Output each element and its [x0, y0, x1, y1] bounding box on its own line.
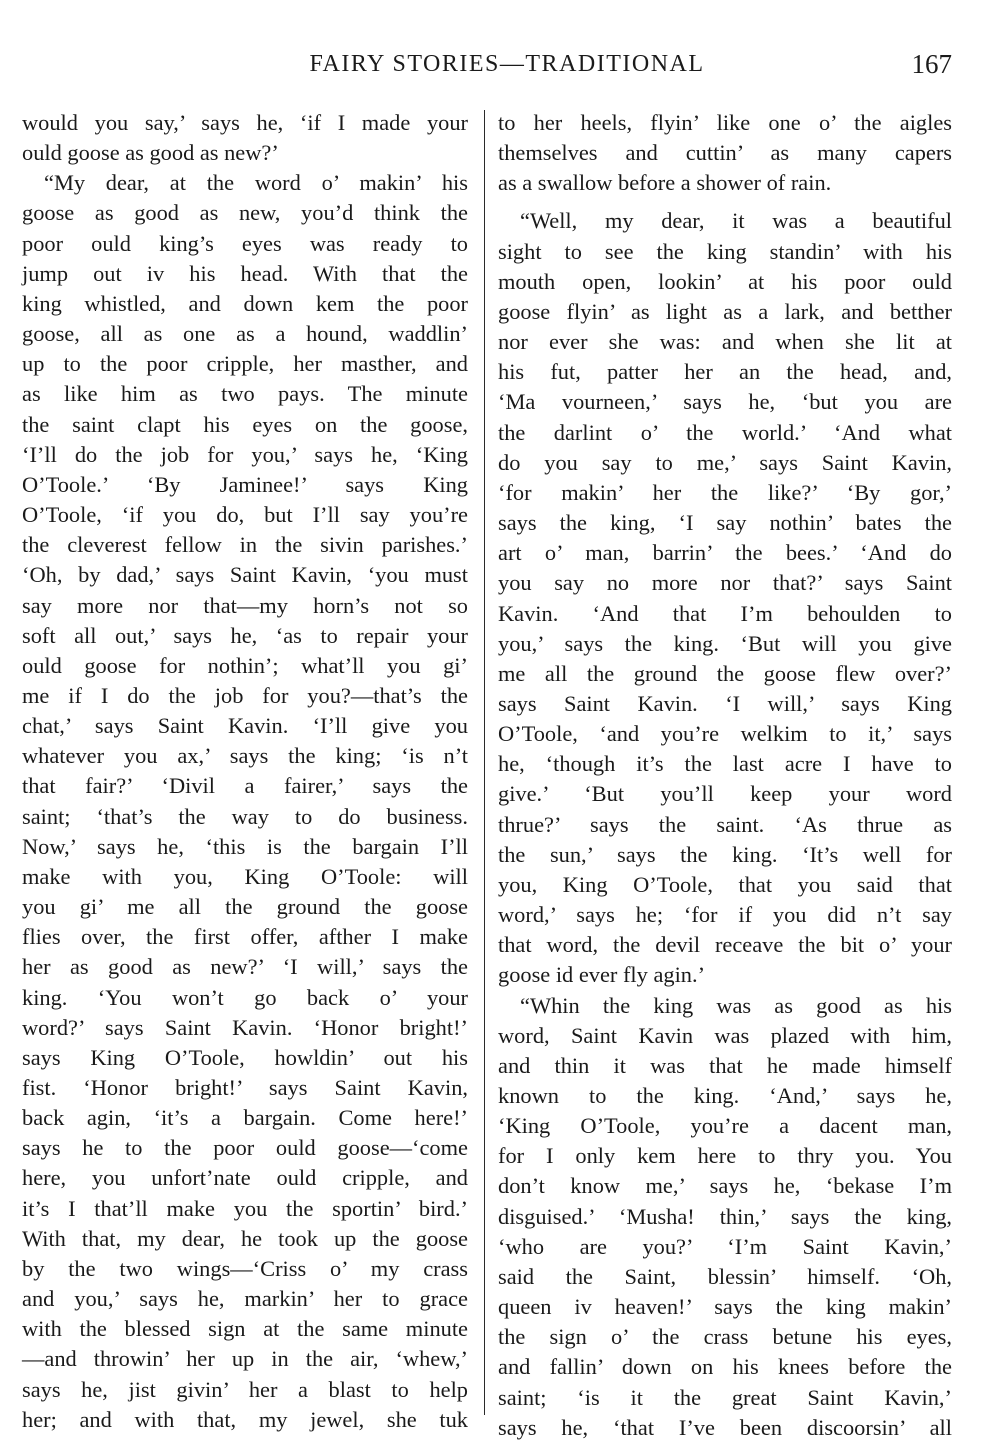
text-line: ould goose for nothin’; what’ll you gi’ [22, 652, 468, 678]
text-line: ‘for makin’ her the like?’ ‘By gor,’ [498, 479, 952, 505]
text-line: me if I do the job for you?—that’s the [22, 682, 468, 708]
text-line: make with you, King O’Toole: will [22, 863, 468, 889]
text-line: whatever you ax,’ says the king; ‘is n’t [22, 743, 468, 769]
text-line: With that, my dear, he took up the goose [22, 1225, 468, 1251]
text-line: goose as good as new, you’d think the [22, 200, 468, 226]
text-line: themselves and cuttin’ as many capers [498, 140, 952, 166]
text-line: flies over, the first offer, afther I make [22, 924, 468, 950]
text-line: O’Toole, ‘and you’re welkim to it,’ says [498, 721, 952, 747]
text-line: known to the king. ‘And,’ says he, [498, 1083, 952, 1108]
text-line: soft all out,’ says he, ‘as to repair your [22, 622, 468, 648]
text-line: with the blessed sign at the same minute [22, 1316, 468, 1342]
text-line: give.’ ‘But you’ll keep your word [498, 781, 952, 807]
text-line: to her heels, flyin’ like one o’ the aigles [498, 110, 952, 135]
text-line: the saint clapt his eyes on the goose, [22, 411, 468, 437]
text-line: disguised.’ ‘Musha! thin,’ says the king, [498, 1203, 952, 1229]
text-line: by the two wings—‘Criss o’ my crass [22, 1255, 468, 1281]
text-line: says he, ‘that I’ve been discoorsin’ all [498, 1414, 952, 1440]
text-line: he, ‘though it’s the last acre I have to [498, 751, 952, 777]
text-line: says he to the poor ould goose—‘come [22, 1135, 468, 1161]
text-line: ‘King O’Toole, you’re a dacent man, [498, 1113, 952, 1139]
text-line: “Whin the king was as good as his [520, 992, 952, 1018]
text-line: —and throwin’ her up in the air, ‘whew,’ [22, 1346, 468, 1372]
running-title: FAIRY STORIES—TRADITIONAL [309, 51, 705, 77]
text-line: ould goose as good as new?’ [22, 140, 279, 166]
text-line: nor ever she was: and when she lit at [498, 329, 952, 355]
text-line: says King O’Toole, howldin’ out his [22, 1044, 468, 1070]
text-line: goose flyin’ as light as a lark, and betther [498, 298, 952, 324]
text-line: thrue?’ says the saint. ‘As thrue as [498, 811, 952, 837]
text-line: poor ould king’s eyes was ready to [22, 230, 468, 256]
text-line: “Well, my dear, it was a beautiful [520, 208, 952, 234]
text-line: up to the poor cripple, her masther, and [22, 351, 468, 377]
text-line: queen iv heaven!’ says the king makin’ [498, 1294, 952, 1320]
text-line: saint; ‘that’s the way to do business. [22, 803, 468, 829]
text-line: the sun,’ says the king. ‘It’s well for [498, 841, 952, 867]
page-header [22, 48, 952, 88]
text-line: sight to see the king standin’ with his [498, 238, 952, 264]
text-line: ‘Oh, by dad,’ says Saint Kavin, ‘you must [22, 562, 468, 588]
text-line: that fair?’ ‘Divil a fairer,’ says the [22, 773, 468, 799]
text-line: that word, the devil receave the bit o’ your [498, 932, 952, 958]
column-divider [484, 110, 485, 1415]
text-line: says the king, ‘I say nothin’ bates the [498, 510, 952, 536]
text-line: and fallin’ down on his knees before the [498, 1354, 952, 1380]
text-line: goose, all as one as a hound, waddlin’ [22, 321, 468, 347]
text-line: you say no more nor that?’ says Saint [498, 570, 952, 596]
paragraph-gap [498, 198, 952, 206]
text-line: word?’ says Saint Kavin. ‘Honor bright!’ [22, 1014, 468, 1040]
text-line: say more nor that—my horn’s not so [22, 592, 468, 618]
text-line: her as good as new?’ ‘I will,’ says the [22, 954, 468, 980]
text-line: and you,’ says he, markin’ her to grace [22, 1286, 468, 1312]
text-line: fist. ‘Honor bright!’ says Saint Kavin, [22, 1075, 468, 1100]
text-line: and thin it was that he made himself [498, 1052, 952, 1078]
text-line: king. ‘You won’t go back o’ your [22, 984, 468, 1010]
text-line: it’s I that’ll make you the sportin’ bird.’ [22, 1195, 468, 1221]
text-line: Kavin. ‘And that I’m behoulden to [498, 600, 952, 626]
text-line: the sign o’ the crass betune his eyes, [498, 1324, 952, 1350]
right-column [498, 108, 952, 1443]
text-line: as like him as two pays. The minute [22, 381, 468, 407]
text-line: jump out iv his head. With that the [22, 260, 468, 286]
text-line: back agin, ‘it’s a bargain. Come here!’ [22, 1105, 468, 1131]
text-line: you,’ says the king. ‘But will you give [498, 630, 952, 656]
text-line: word,’ says he; ‘for if you did n’t say [498, 902, 952, 928]
text-line: don’t know me,’ says he, ‘bekase I’m [498, 1173, 952, 1199]
text-line: the cleverest fellow in the sivin parishes.’ [22, 532, 468, 558]
text-line: do you say to me,’ says Saint Kavin, [498, 449, 952, 475]
text-line: said the Saint, blessin’ himself. ‘Oh, [498, 1263, 952, 1289]
page-number: 167 [911, 49, 952, 79]
text-line: as a swallow before a shower of rain. [498, 170, 832, 196]
text-line: “My dear, at the word o’ makin’ his [44, 170, 468, 196]
text-line: his fut, patter her an the head, and, [498, 359, 952, 385]
text-line: Now,’ says he, ‘this is the bargain I’ll [22, 833, 468, 859]
text-line: art o’ man, barrin’ the bees.’ ‘And do [498, 540, 952, 566]
text-line: mouth open, lookin’ at his poor ould [498, 268, 952, 294]
text-line: me all the ground the goose flew over?’ [498, 660, 952, 686]
text-line: the darlint o’ the world.’ ‘And what [498, 419, 952, 445]
text-line: chat,’ says Saint Kavin. ‘I’ll give you [22, 713, 468, 739]
text-line: says he, jist givin’ her a blast to help [22, 1376, 468, 1402]
left-column [22, 108, 468, 1435]
text-line: you, King O’Toole, that you said that [498, 871, 952, 897]
text-line: would you say,’ says he, ‘if I made your [22, 110, 468, 135]
text-line: ‘who are you?’ ‘I’m Saint Kavin,’ [498, 1233, 952, 1259]
text-line: king whistled, and down kem the poor [22, 290, 468, 316]
text-line: you gi’ me all the ground the goose [22, 894, 468, 920]
text-line: ‘Ma vourneen,’ says he, ‘but you are [498, 389, 952, 415]
text-line: O’Toole.’ ‘By Jaminee!’ says King [22, 471, 468, 497]
text-line: says Saint Kavin. ‘I will,’ says King [498, 690, 952, 716]
text-line: goose id ever fly agin.’ [498, 962, 706, 988]
text-line: here, you unfort’nate ould cripple, and [22, 1165, 468, 1191]
text-line: O’Toole, ‘if you do, but I’ll say you’re [22, 502, 468, 528]
text-line: saint; ‘is it the great Saint Kavin,’ [498, 1384, 952, 1410]
text-line: her; and with that, my jewel, she tuk [22, 1406, 468, 1432]
text-line: word, Saint Kavin was plazed with him, [498, 1022, 952, 1048]
text-line: for I only kem here to thry you. You [498, 1143, 952, 1169]
text-line: ‘I’ll do the job for you,’ says he, ‘King [22, 441, 468, 467]
